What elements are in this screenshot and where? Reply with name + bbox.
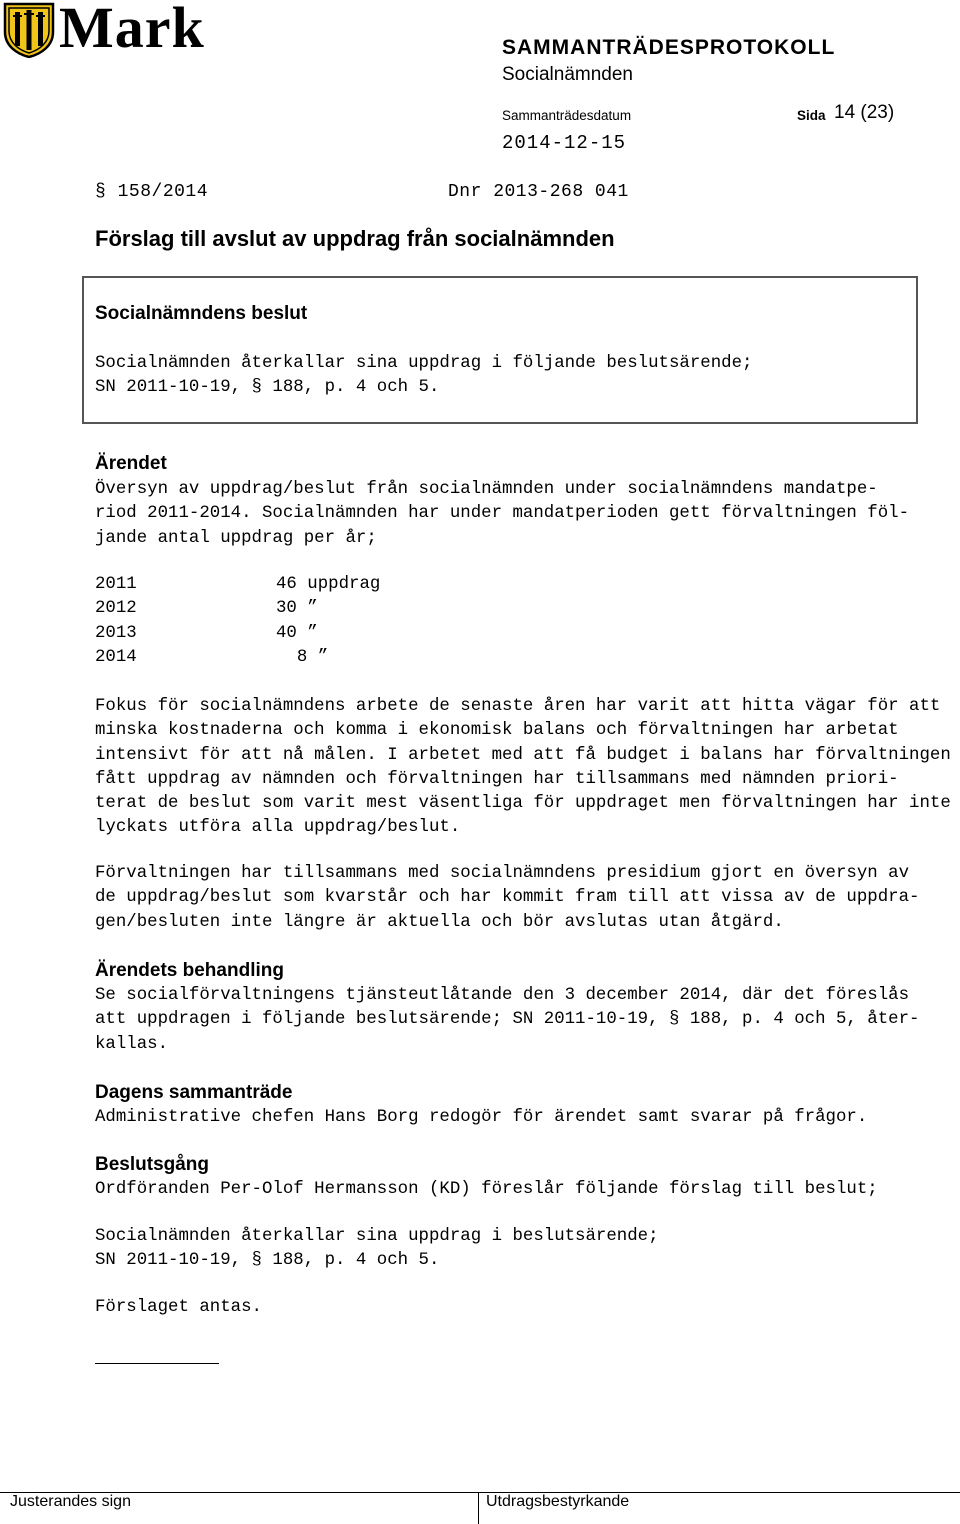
- document-type-title: SAMMANTRÄDESPROTOKOLL: [502, 36, 836, 59]
- certification-field-label: Utdragsbestyrkande: [486, 1493, 630, 1510]
- separator-line: [95, 1363, 219, 1364]
- decision-line: Socialnämnden återkallar sina uppdrag i följande beslutsärende;: [95, 354, 753, 373]
- text-line: riod 2011-2014. Socialnämnden har under mandatperioden gett förvaltningen föl-: [95, 504, 910, 524]
- footer-rule: [0, 1492, 960, 1493]
- coat-of-arms-icon: [3, 2, 55, 58]
- beslutsgang-heading: Beslutsgång: [95, 1154, 210, 1175]
- text-line: de uppdrag/beslut som kvarstår och har kommit fram till att vissa av de uppdra-: [95, 888, 920, 908]
- beslutsgang-proposal: [95, 1178, 878, 1202]
- sammantrade-heading: Dagens sammanträde: [95, 1082, 293, 1103]
- year: 2012: [95, 599, 137, 619]
- arendet-paragraph: [95, 478, 909, 551]
- assignment-count: 30 ”: [276, 599, 318, 619]
- year-row: [95, 573, 380, 597]
- case-number-value: 158/2014: [117, 182, 209, 202]
- behandling-paragraph: [95, 984, 919, 1057]
- decision-line: SN 2011-10-19, § 188, p. 4 och 5.: [95, 378, 440, 398]
- footer-divider: [478, 1492, 479, 1524]
- text-line: Administrative chefen Hans Borg redogör för ärendet samt svarar på frågor.: [95, 1108, 868, 1127]
- text-line: intensivt för att nå målen. I arbetet med att få budget i balans har förvaltningen: [95, 745, 951, 765]
- text-line: Socialnämnden återkallar sina uppdrag i beslutsärende;: [95, 1227, 659, 1246]
- text-line: gen/besluten inte längre är aktuella och bör avslutas utan åtgärd.: [95, 912, 784, 932]
- meeting-date: 2014-12-15: [502, 132, 627, 154]
- meeting-date-label: Sammanträdesdatum: [502, 108, 632, 123]
- text-line: Ordföranden Per-Olof Hermansson (KD) föreslår följande förslag till beslut;: [95, 1180, 878, 1199]
- year-row: [95, 646, 380, 670]
- arendet-heading: Ärendet: [95, 453, 167, 474]
- year-row: [95, 597, 380, 621]
- committee-name: Socialnämnden: [502, 64, 633, 85]
- text-line: Förvaltningen har tillsammans med socialnämndens presidium gjort en översyn av: [95, 864, 910, 883]
- text-line: att uppdragen i följande beslutsärende; SN 2011-10-19, § 188, p. 4 och 5, åter-: [95, 1010, 920, 1030]
- year: 2014: [95, 647, 137, 667]
- focus-paragraph: [95, 695, 951, 841]
- year: 2013: [95, 623, 137, 643]
- text-line: SN 2011-10-19, § 188, p. 4 och 5.: [95, 1251, 440, 1271]
- beslutsgang-result: [95, 1296, 262, 1320]
- assignment-count: 40 ”: [276, 623, 318, 643]
- assignment-count: 46 uppdrag: [276, 575, 381, 594]
- beslutsgang-decision: [95, 1225, 659, 1274]
- decision-heading: Socialnämndens beslut: [95, 303, 308, 324]
- text-line: fått uppdrag av nämnden och förvaltningen har tillsammans med nämnden priori-: [95, 769, 899, 789]
- text-line: Förslaget antas.: [95, 1298, 262, 1317]
- text-line: lyckats utföra alla uppdrag/beslut.: [95, 818, 461, 838]
- text-line: jande antal uppdrag per år;: [95, 528, 377, 548]
- decision-box: [82, 276, 918, 424]
- assignment-count: 8 ”: [276, 647, 329, 667]
- registration-number: Dnr 2013-268 041: [448, 182, 629, 202]
- sammantrade-text: [95, 1106, 867, 1130]
- section-symbol: §: [95, 182, 118, 202]
- behandling-heading: Ärendets behandling: [95, 960, 284, 981]
- review-paragraph: [95, 862, 919, 935]
- text-line: terat de beslut som varit mest väsentliga för uppdraget men förvaltningen har inte: [95, 794, 951, 814]
- assignments-per-year-list: [95, 573, 380, 670]
- case-number: [95, 182, 208, 202]
- year: 2011: [95, 575, 137, 594]
- page-number: 14 (23): [834, 102, 895, 123]
- year-row: [95, 622, 380, 646]
- text-line: Se socialförvaltningens tjänsteutlåtande den 3 december 2014, där det föreslås: [95, 986, 910, 1005]
- text-line: kallas.: [95, 1034, 169, 1054]
- text-line: Fokus för socialnämndens arbete de senaste åren har varit att hitta vägar för att: [95, 697, 941, 716]
- text-line: Översyn av uppdrag/beslut från socialnämnden under socialnämndens mandatpe-: [95, 480, 878, 499]
- case-title: Förslag till avslut av uppdrag från socialnämnden: [95, 226, 615, 251]
- signature-field-label: Justerandes sign: [10, 1493, 131, 1510]
- page-label: Sida: [797, 108, 826, 123]
- municipality-logo: [3, 2, 243, 60]
- decision-text: [95, 352, 752, 401]
- logo-wordmark: Mark: [59, 0, 205, 60]
- text-line: minska kostnaderna och komma i ekonomisk balans och förvaltningen har arbetat: [95, 721, 899, 741]
